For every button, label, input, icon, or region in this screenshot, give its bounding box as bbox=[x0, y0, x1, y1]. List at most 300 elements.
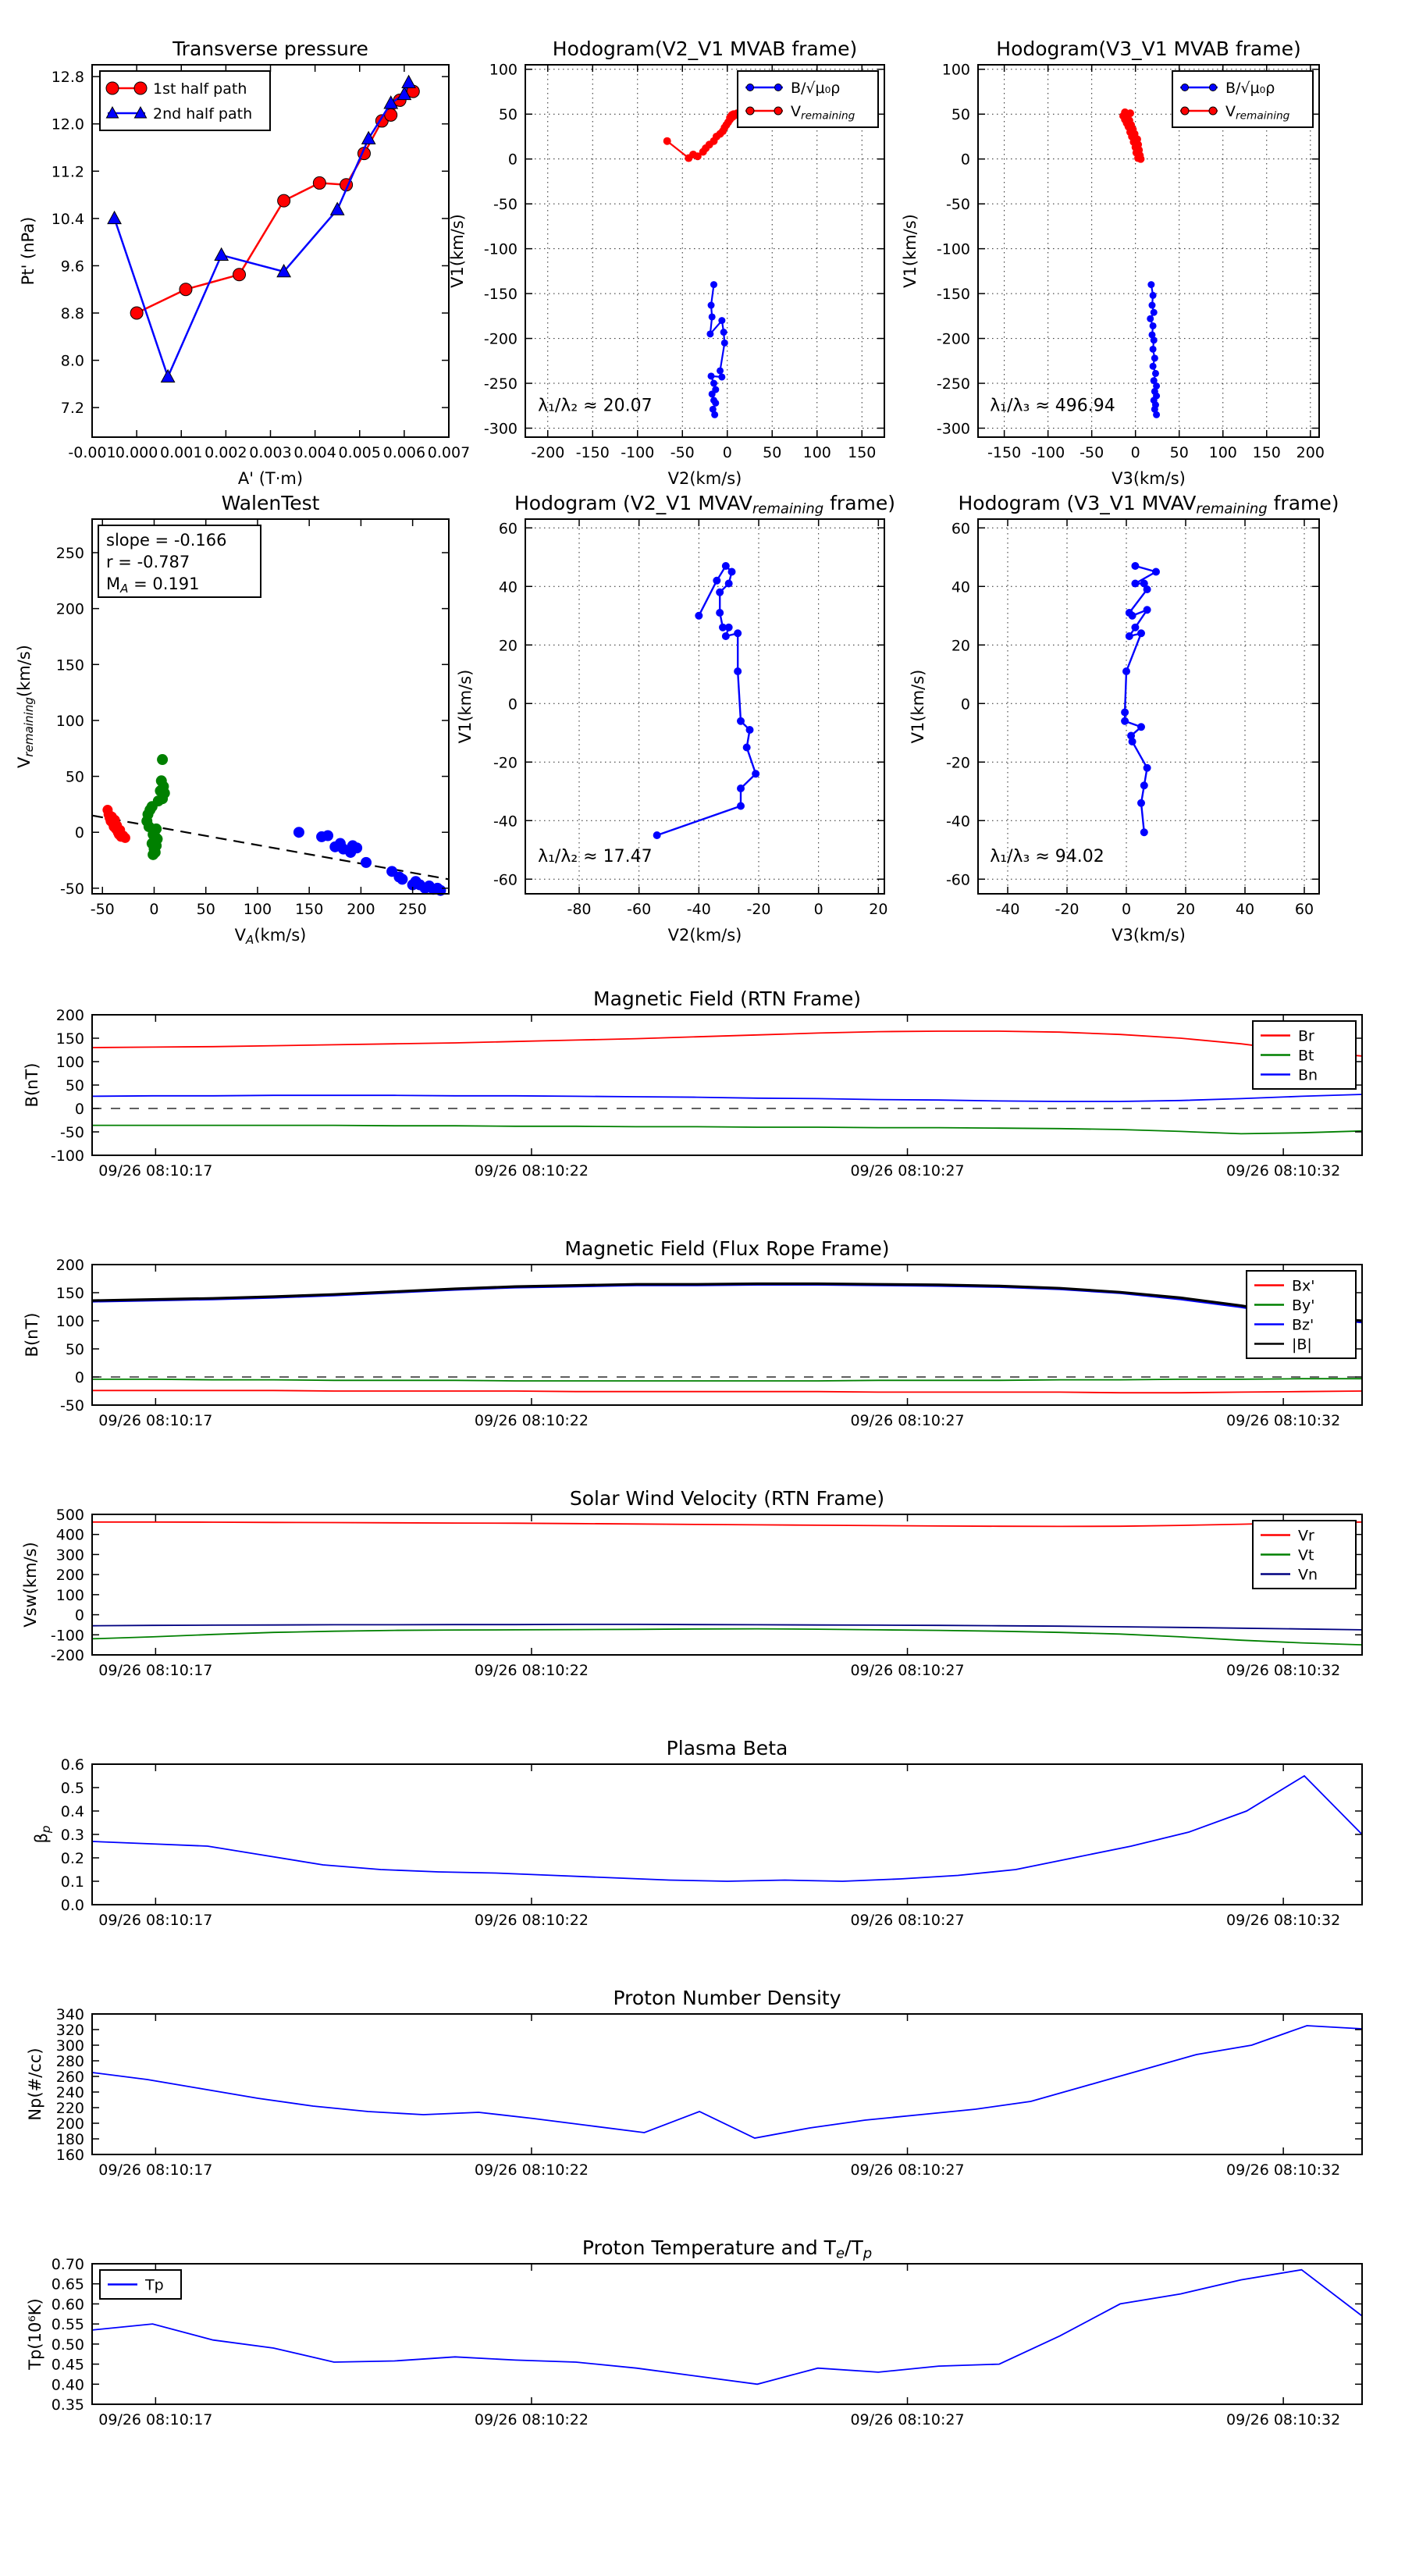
axes-box bbox=[92, 1764, 1362, 1905]
marker bbox=[1121, 709, 1129, 717]
chart-proton-temperature bbox=[26, 2236, 1362, 2428]
x-tick-label: 09/26 08:10:27 bbox=[850, 2411, 965, 2428]
series-bn bbox=[92, 1094, 1362, 1101]
series-series bbox=[92, 2026, 1362, 2138]
y-tick-label: 0 bbox=[960, 151, 970, 169]
marker bbox=[1136, 155, 1144, 163]
x-tick-label: -50 bbox=[670, 444, 695, 461]
x-tick-label: 100 bbox=[1208, 444, 1237, 461]
y-tick-label: 0.70 bbox=[51, 2256, 84, 2273]
x-tick-label: 100 bbox=[802, 444, 831, 461]
marker bbox=[717, 367, 724, 374]
x-tick-label: -40 bbox=[995, 901, 1020, 918]
marker bbox=[721, 340, 728, 347]
marker bbox=[710, 281, 717, 288]
y-tick-label: 0.50 bbox=[51, 2336, 84, 2354]
chart-proton-number-density bbox=[26, 1987, 1362, 2179]
marker bbox=[706, 330, 713, 337]
y-tick-label: 240 bbox=[55, 2084, 84, 2101]
x-tick-label: 200 bbox=[347, 901, 375, 918]
chart-hodogram-v3v1-mvab bbox=[901, 37, 1325, 488]
y-tick-label: 100 bbox=[55, 1586, 84, 1604]
y-tick-label: 500 bbox=[55, 1507, 84, 1524]
x-tick-label: 09/26 08:10:32 bbox=[1226, 1912, 1341, 1929]
series-by- bbox=[92, 1379, 1362, 1381]
y-tick-label: 0.60 bbox=[51, 2296, 84, 2314]
y-tick-label: -250 bbox=[483, 375, 518, 393]
chart-title: Hodogram (V2_V1 MVAVremaining frame) bbox=[514, 492, 896, 518]
x-tick-label: 0 bbox=[1121, 901, 1132, 918]
y-axis-label: V1(km/s) bbox=[456, 669, 475, 744]
marker bbox=[233, 269, 246, 281]
annotation: λ₁/λ₂ ≈ 17.47 bbox=[538, 847, 653, 867]
marker bbox=[737, 785, 745, 792]
y-tick-label: 0.0 bbox=[60, 1897, 84, 1914]
y-tick-label: 250 bbox=[55, 544, 84, 562]
y-tick-label: 40 bbox=[951, 578, 970, 596]
marker bbox=[1129, 612, 1136, 620]
x-tick-label: 0.005 bbox=[338, 444, 381, 461]
marker bbox=[108, 212, 121, 224]
y-tick-label: 0.35 bbox=[51, 2396, 84, 2414]
chart-walen-test bbox=[15, 492, 449, 947]
chart-title: Proton Temperature and Te/Tp bbox=[582, 2236, 873, 2262]
marker bbox=[1151, 309, 1158, 316]
marker bbox=[718, 373, 725, 380]
y-tick-label: 300 bbox=[55, 2037, 84, 2055]
x-tick-label: -40 bbox=[686, 901, 711, 918]
y-tick-label: 200 bbox=[55, 1257, 84, 1274]
marker bbox=[215, 248, 228, 261]
marker bbox=[1181, 107, 1189, 115]
legend-label: By' bbox=[1292, 1297, 1315, 1315]
series-vt bbox=[92, 1629, 1362, 1646]
y-tick-label: 300 bbox=[55, 1546, 84, 1564]
marker bbox=[1151, 354, 1158, 361]
marker bbox=[1147, 315, 1154, 322]
legend-label: Bn bbox=[1298, 1066, 1318, 1084]
x-tick-label: 150 bbox=[295, 901, 324, 918]
y-tick-label: -20 bbox=[945, 754, 970, 772]
y-axis-label: B(nT) bbox=[23, 1312, 41, 1357]
x-tick-label: 150 bbox=[848, 444, 877, 461]
marker bbox=[1210, 84, 1217, 91]
y-axis-label: V1(km/s) bbox=[901, 214, 919, 288]
x-tick-label: -150 bbox=[987, 444, 1022, 461]
marker bbox=[1151, 336, 1158, 343]
legend bbox=[738, 71, 878, 127]
marker bbox=[722, 632, 730, 640]
marker bbox=[711, 411, 718, 418]
marker bbox=[1153, 411, 1160, 418]
x-tick-label: -100 bbox=[1031, 444, 1065, 461]
x-tick-label: 0.007 bbox=[427, 444, 471, 461]
x-tick-label: 09/26 08:10:22 bbox=[474, 1662, 589, 1679]
y-tick-label: 100 bbox=[55, 1054, 84, 1071]
marker bbox=[710, 380, 717, 387]
x-tick-label: 0 bbox=[1130, 444, 1140, 461]
chart-transverse-pressure bbox=[19, 37, 470, 488]
marker bbox=[402, 76, 415, 88]
chart-title: Hodogram(V2_V1 MVAB frame) bbox=[552, 37, 858, 60]
x-tick-label: -80 bbox=[567, 901, 592, 918]
y-tick-label: 50 bbox=[498, 106, 518, 124]
marker bbox=[716, 609, 724, 617]
y-tick-label: 7.2 bbox=[60, 400, 84, 418]
legend-label: 2nd half path bbox=[153, 105, 253, 123]
y-tick-label: 20 bbox=[498, 637, 518, 655]
y-tick-label: 0 bbox=[507, 696, 518, 713]
y-axis-label: Pt' (nPa) bbox=[19, 216, 37, 286]
y-tick-label: 180 bbox=[55, 2131, 84, 2148]
y-tick-label: -60 bbox=[493, 871, 518, 889]
y-tick-label: 400 bbox=[55, 1526, 84, 1544]
annotation: λ₁/λ₃ ≈ 94.02 bbox=[990, 847, 1104, 867]
stats-line: r = -0.787 bbox=[106, 553, 190, 571]
y-tick-label: 60 bbox=[498, 520, 518, 538]
marker bbox=[397, 873, 407, 884]
chart-magnetic-field-flux-rope bbox=[23, 1237, 1362, 1429]
x-tick-label: 09/26 08:10:32 bbox=[1226, 2411, 1341, 2428]
x-tick-label: 150 bbox=[1252, 444, 1281, 461]
y-tick-label: -250 bbox=[936, 375, 970, 393]
series-tp bbox=[92, 2270, 1362, 2385]
legend-label: Vremaining bbox=[791, 103, 855, 123]
x-tick-label: 09/26 08:10:32 bbox=[1226, 1412, 1341, 1429]
legend bbox=[1253, 1021, 1356, 1089]
marker bbox=[709, 313, 716, 320]
y-tick-label: 100 bbox=[941, 61, 970, 79]
legend-label: |B| bbox=[1292, 1336, 1312, 1354]
chart-plasma-beta bbox=[32, 1737, 1362, 1929]
series-bx- bbox=[92, 1390, 1362, 1393]
y-tick-label: 260 bbox=[55, 2069, 84, 2086]
marker bbox=[293, 827, 304, 838]
y-tick-label: -200 bbox=[50, 1647, 84, 1664]
marker bbox=[180, 283, 192, 296]
x-tick-label: 0.002 bbox=[205, 444, 247, 461]
y-tick-label: 100 bbox=[55, 1313, 84, 1330]
x-axis-label: V3(km/s) bbox=[1112, 469, 1186, 488]
marker bbox=[752, 770, 759, 777]
marker bbox=[734, 629, 742, 637]
y-tick-label: 60 bbox=[951, 520, 970, 538]
marker bbox=[663, 137, 671, 145]
x-tick-label: 09/26 08:10:22 bbox=[474, 2411, 589, 2428]
y-tick-label: 150 bbox=[55, 1030, 84, 1048]
legend bbox=[1247, 1271, 1356, 1358]
marker bbox=[331, 203, 344, 215]
y-tick-label: 0 bbox=[960, 696, 970, 713]
marker bbox=[725, 580, 733, 588]
marker bbox=[746, 107, 754, 115]
y-tick-label: 0.55 bbox=[51, 2316, 84, 2334]
marker bbox=[713, 577, 720, 585]
y-tick-label: -40 bbox=[493, 813, 518, 831]
y-tick-label: -100 bbox=[50, 1147, 84, 1165]
chart-solar-wind-velocity bbox=[21, 1487, 1362, 1679]
marker bbox=[1150, 363, 1157, 370]
x-tick-label: 09/26 08:10:22 bbox=[474, 2161, 589, 2179]
y-tick-label: 340 bbox=[55, 2006, 84, 2023]
marker bbox=[1182, 84, 1189, 91]
series--b- bbox=[92, 1284, 1362, 1322]
y-tick-label: 20 bbox=[951, 637, 970, 655]
chart-title: Transverse pressure bbox=[173, 37, 368, 60]
x-tick-label: -60 bbox=[627, 901, 652, 918]
marker bbox=[722, 562, 730, 570]
x-tick-label: 09/26 08:10:22 bbox=[474, 1912, 589, 1929]
y-tick-label: -50 bbox=[59, 880, 84, 898]
x-tick-label: -150 bbox=[575, 444, 610, 461]
chart-title: Magnetic Field (Flux Rope Frame) bbox=[564, 1237, 890, 1260]
marker bbox=[1152, 568, 1160, 576]
x-tick-label: 0.003 bbox=[249, 444, 292, 461]
x-tick-label: 09/26 08:10:22 bbox=[474, 1412, 589, 1429]
y-tick-label: -100 bbox=[50, 1627, 84, 1645]
marker bbox=[708, 372, 715, 379]
x-tick-label: 0.001 bbox=[160, 444, 203, 461]
y-axis-label: V1(km/s) bbox=[909, 669, 927, 744]
series-bz- bbox=[92, 1285, 1362, 1322]
x-tick-label: 09/26 08:10:27 bbox=[850, 1412, 965, 1429]
chart-title: Hodogram(V3_V1 MVAB frame) bbox=[996, 37, 1301, 60]
marker bbox=[653, 831, 661, 839]
y-tick-label: -60 bbox=[945, 871, 970, 889]
marker bbox=[1131, 562, 1139, 570]
stats-line: MA = 0.191 bbox=[106, 575, 200, 596]
marker bbox=[351, 842, 362, 853]
marker bbox=[708, 302, 715, 309]
y-tick-label: 200 bbox=[55, 1007, 84, 1024]
y-tick-label: 200 bbox=[55, 600, 84, 618]
legend-label: B/√μ₀ρ bbox=[1225, 80, 1275, 97]
axes-box bbox=[92, 2014, 1362, 2154]
y-tick-label: 9.6 bbox=[60, 258, 84, 276]
marker bbox=[725, 624, 733, 632]
chart-title: Solar Wind Velocity (RTN Frame) bbox=[569, 1487, 885, 1510]
marker bbox=[1144, 764, 1151, 772]
y-tick-label: -150 bbox=[483, 286, 518, 304]
y-tick-label: 100 bbox=[55, 712, 84, 730]
x-tick-label: -100 bbox=[621, 444, 655, 461]
y-axis-label: B(nT) bbox=[23, 1062, 41, 1108]
y-tick-label: 50 bbox=[65, 1077, 84, 1094]
y-tick-label: -150 bbox=[936, 286, 970, 304]
y-tick-label: -300 bbox=[936, 420, 970, 438]
marker bbox=[130, 307, 143, 319]
y-tick-label: -40 bbox=[945, 813, 970, 831]
annotation: λ₁/λ₂ ≈ 20.07 bbox=[538, 396, 653, 416]
y-tick-label: 40 bbox=[498, 578, 518, 596]
x-tick-label: 09/26 08:10:17 bbox=[98, 1662, 213, 1679]
y-tick-label: 0.5 bbox=[60, 1780, 84, 1797]
y-tick-label: -200 bbox=[936, 330, 970, 348]
marker bbox=[734, 667, 742, 675]
chart-hodogram-v2v1-mvav bbox=[456, 492, 895, 945]
x-tick-label: 09/26 08:10:32 bbox=[1226, 1662, 1341, 1679]
marker bbox=[746, 726, 754, 734]
y-tick-label: -50 bbox=[59, 1124, 84, 1141]
x-axis-label: VA(km/s) bbox=[234, 926, 307, 947]
series-series bbox=[657, 566, 756, 835]
y-tick-label: 160 bbox=[55, 2147, 84, 2164]
x-tick-label: 09/26 08:10:17 bbox=[98, 1412, 213, 1429]
y-tick-label: 50 bbox=[65, 768, 84, 786]
marker bbox=[1148, 302, 1155, 309]
x-tick-label: -20 bbox=[746, 901, 771, 918]
x-tick-label: 50 bbox=[196, 901, 215, 918]
legend-label: Bz' bbox=[1292, 1316, 1314, 1334]
annotation: λ₁/λ₃ ≈ 496.94 bbox=[990, 396, 1115, 416]
legend bbox=[1253, 1521, 1356, 1589]
marker bbox=[1144, 585, 1151, 593]
x-tick-label: 09/26 08:10:17 bbox=[98, 1912, 213, 1929]
marker bbox=[1147, 281, 1154, 288]
marker bbox=[1121, 717, 1129, 725]
series-bt bbox=[92, 1126, 1362, 1134]
marker bbox=[712, 400, 719, 407]
y-tick-label: 50 bbox=[65, 1341, 84, 1358]
marker bbox=[1209, 107, 1217, 115]
marker bbox=[1140, 828, 1148, 836]
y-tick-label: 0.1 bbox=[60, 1873, 84, 1891]
y-tick-label: -300 bbox=[483, 420, 518, 438]
x-tick-label: 09/26 08:10:17 bbox=[98, 2411, 213, 2428]
marker bbox=[1126, 632, 1133, 640]
series-series bbox=[1125, 566, 1156, 832]
y-tick-label: -100 bbox=[936, 240, 970, 258]
marker bbox=[361, 857, 372, 868]
marker bbox=[1131, 624, 1139, 632]
marker bbox=[1137, 629, 1145, 637]
x-tick-label: 20 bbox=[869, 901, 888, 918]
marker bbox=[1131, 580, 1139, 588]
y-axis-label: Vsw(km/s) bbox=[21, 1542, 40, 1628]
chart-hodogram-v2v1-mvab bbox=[448, 37, 884, 488]
marker bbox=[737, 717, 745, 725]
chart-title: Plasma Beta bbox=[666, 1737, 788, 1759]
x-tick-label: 60 bbox=[1294, 901, 1314, 918]
y-tick-label: 220 bbox=[55, 2100, 84, 2117]
x-tick-label: -200 bbox=[531, 444, 565, 461]
marker bbox=[1137, 799, 1145, 807]
x-tick-label: 09/26 08:10:22 bbox=[474, 1162, 589, 1179]
marker bbox=[1152, 370, 1159, 377]
chart-hodogram-v3v1-mvav bbox=[909, 492, 1339, 945]
legend-label: B/√μ₀ρ bbox=[791, 80, 841, 97]
y-tick-label: 320 bbox=[55, 2022, 84, 2039]
y-tick-label: 0 bbox=[74, 1606, 84, 1624]
x-tick-label: 09/26 08:10:27 bbox=[850, 1912, 965, 1929]
y-tick-label: 0.2 bbox=[60, 1850, 84, 1867]
y-axis-label: Np(#/cc) bbox=[26, 2048, 44, 2121]
y-axis-label: V1(km/s) bbox=[448, 214, 467, 288]
legend-label: Vr bbox=[1298, 1527, 1314, 1545]
marker bbox=[716, 589, 724, 596]
y-tick-label: 0 bbox=[74, 1369, 84, 1386]
marker bbox=[709, 390, 716, 397]
marker bbox=[695, 612, 702, 620]
y-tick-label: 200 bbox=[55, 2115, 84, 2133]
y-tick-label: 0 bbox=[74, 824, 84, 842]
y-tick-label: 11.2 bbox=[51, 163, 84, 181]
x-tick-label: 0.000 bbox=[115, 444, 158, 461]
marker bbox=[157, 754, 168, 765]
x-tick-label: -0.001 bbox=[68, 444, 116, 461]
y-tick-label: 8.8 bbox=[60, 305, 84, 322]
chart-title: Proton Number Density bbox=[613, 1987, 841, 2009]
marker bbox=[162, 370, 175, 382]
y-tick-label: -20 bbox=[493, 754, 518, 772]
y-tick-label: 0.3 bbox=[60, 1827, 84, 1844]
x-tick-label: 20 bbox=[1176, 901, 1196, 918]
stats-line: slope = -0.166 bbox=[106, 531, 227, 550]
series-vr bbox=[92, 1522, 1362, 1527]
marker bbox=[747, 84, 754, 91]
x-tick-label: -50 bbox=[90, 901, 115, 918]
marker bbox=[743, 744, 751, 752]
y-tick-label: 8.0 bbox=[60, 352, 84, 370]
y-axis-label: Vremaining(km/s) bbox=[15, 644, 36, 769]
x-tick-label: 0.006 bbox=[382, 444, 426, 461]
y-tick-label: -50 bbox=[945, 196, 970, 214]
legend-label: Bt bbox=[1298, 1047, 1314, 1065]
marker bbox=[106, 82, 119, 94]
x-tick-label: 09/26 08:10:27 bbox=[850, 2161, 965, 2179]
x-tick-label: 100 bbox=[243, 901, 272, 918]
marker bbox=[313, 176, 325, 189]
axes-box bbox=[92, 1514, 1362, 1655]
x-tick-label: 09/26 08:10:27 bbox=[850, 1162, 965, 1179]
x-tick-label: 0.004 bbox=[293, 444, 336, 461]
series-br bbox=[92, 1031, 1362, 1056]
marker bbox=[775, 84, 782, 91]
x-tick-label: 0 bbox=[813, 901, 823, 918]
y-tick-label: -200 bbox=[483, 330, 518, 348]
marker bbox=[774, 107, 782, 115]
legend-label: Vremaining bbox=[1225, 103, 1290, 123]
y-tick-label: 50 bbox=[951, 106, 970, 124]
y-tick-label: 0 bbox=[74, 1101, 84, 1118]
x-tick-label: 0 bbox=[722, 444, 732, 461]
x-tick-label: 200 bbox=[1296, 444, 1325, 461]
x-tick-label: 09/26 08:10:27 bbox=[850, 1662, 965, 1679]
x-axis-label: V2(km/s) bbox=[667, 926, 742, 945]
y-tick-label: -50 bbox=[493, 196, 518, 214]
y-tick-label: 150 bbox=[55, 656, 84, 674]
x-axis-label: V2(km/s) bbox=[667, 469, 742, 488]
y-tick-label: 0.45 bbox=[51, 2356, 84, 2374]
y-tick-label: 12.8 bbox=[51, 69, 84, 87]
y-tick-label: 0 bbox=[507, 151, 518, 169]
x-tick-label: 50 bbox=[1169, 444, 1189, 461]
marker bbox=[1144, 606, 1151, 614]
x-tick-label: 50 bbox=[763, 444, 782, 461]
y-tick-label: -100 bbox=[483, 240, 518, 258]
y-tick-label: 0.40 bbox=[51, 2376, 84, 2394]
chart-magnetic-field-rtn bbox=[23, 987, 1362, 1179]
y-tick-label: -50 bbox=[59, 1397, 84, 1414]
marker bbox=[737, 802, 745, 810]
y-tick-label: 10.4 bbox=[51, 210, 84, 228]
legend-label: Bx' bbox=[1292, 1277, 1315, 1295]
marker bbox=[148, 849, 158, 860]
marker bbox=[718, 317, 725, 324]
legend-label: Tp bbox=[145, 2276, 164, 2294]
marker bbox=[1129, 738, 1136, 745]
y-tick-label: 280 bbox=[55, 2053, 84, 2070]
